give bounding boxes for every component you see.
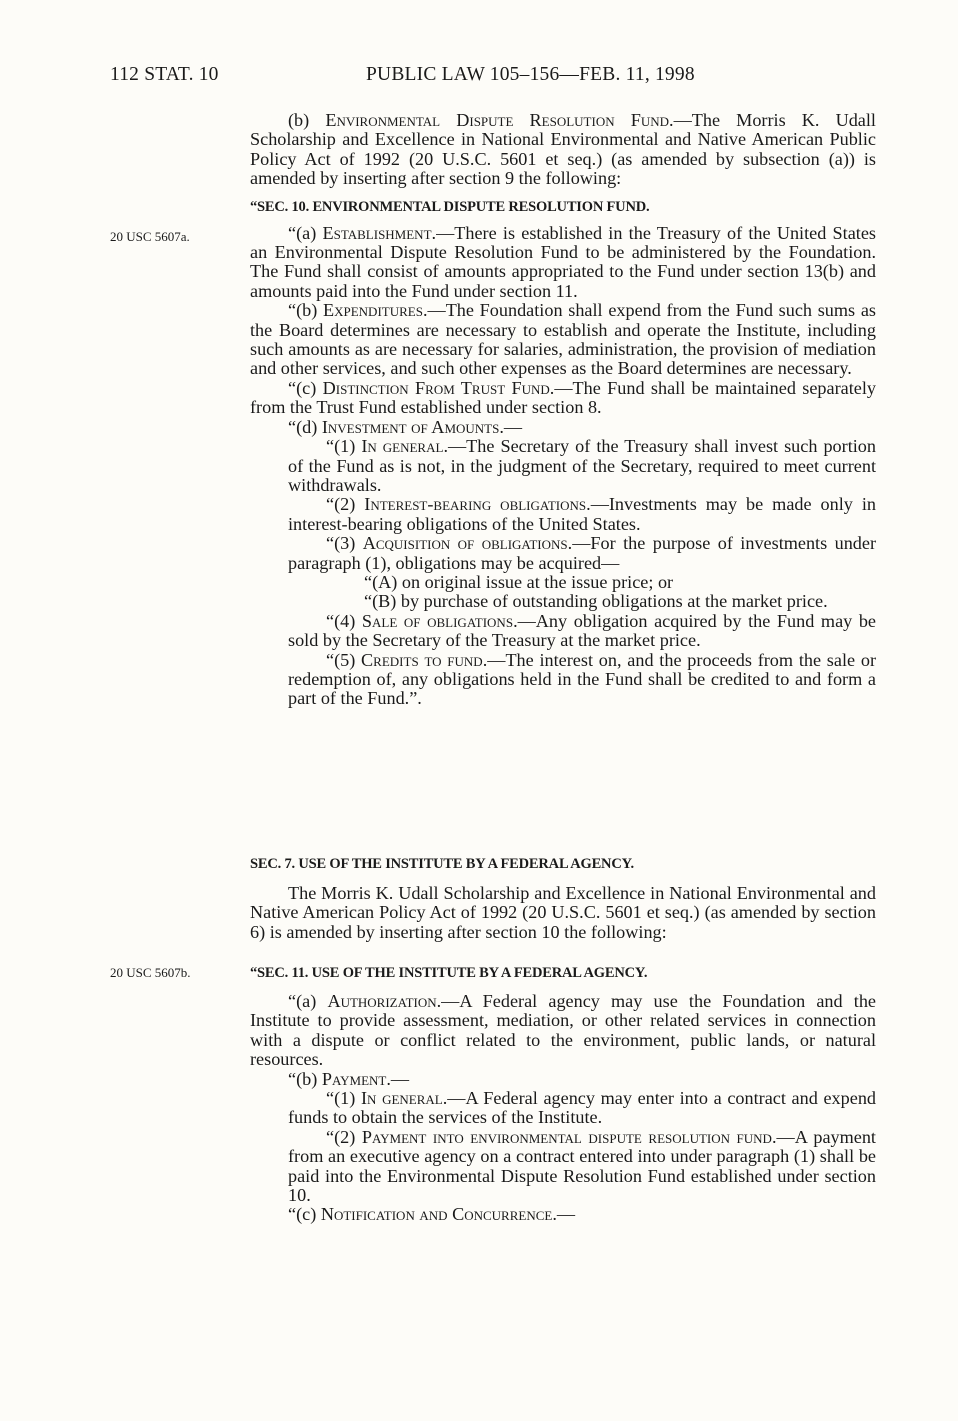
section-11-heading: “SEC. 11. USE OF THE INSTITUTE BY A FEDERAL AGENCY. (250, 965, 648, 981)
sec11-subsection-a: “(a) Authorization.—A Federal agency may use the Foundation and the Institute to provide assessment, mediation, or other related services in connection with a dispute or conflict related to the environment, public lands, or natural resources. (250, 991, 876, 1070)
sec10-subsection-d: “(d) Investment of Amounts.— (288, 416, 523, 437)
sec11-paragraph-b1: “(1) In general.—A Federal agency may enter into a contract and expend funds to obtain the services of the Institute. (288, 1088, 877, 1128)
running-title: PUBLIC LAW 105–156—FEB. 11, 1998 (366, 64, 695, 85)
sec10-paragraph-d3: “(3) Acquisition of obligations.—For the purpose of investments under paragraph (1), obligations may be acquired— (288, 533, 877, 573)
section-7-block (250, 856, 876, 942)
sec10-paragraph-d4: “(4) Sale of obligations.—Any obligation acquired by the Fund may be sold by the Secretary of the Treasury at the market price. (288, 610, 877, 651)
section-10-block (250, 111, 876, 709)
sec11-subsection-b: “(b) Payment.— (288, 1068, 410, 1089)
margin-note-5607b: 20 USC 5607b. (110, 965, 191, 980)
sec10-subsection-b: “(b) Expenditures.—The Foundation shall expend from the Fund such sums as the Board determines are necessary to establish and operate the Institute, including such amounts as are necessary for salaries, administration, the provision of mediation and other services, and such other expenses as the Board determines are necessary. (250, 300, 876, 379)
sec10-paragraph-d5: “(5) Credits to fund.—The interest on, and the proceeds from the sale or redemption of, any obligations held in the Fund shall be credited to and form a part of the Fund.”. (288, 649, 876, 709)
section-7-heading: SEC. 7. USE OF THE INSTITUTE BY A FEDERAL AGENCY. (250, 856, 634, 872)
sec10-subparagraph-d3A: “(A) on original issue at the issue price; or (364, 571, 674, 592)
section-11-block (250, 965, 876, 1225)
margin-note-5607a: 20 USC 5607a. (110, 229, 190, 244)
section-7-text: The Morris K. Udall Scholarship and Excellence in National Environmental and Native American Policy Act of 1992 (20 U.S.C. 5601 et seq.) (as amended by section 6) is amended by inserting after section 10 the following: (250, 883, 876, 942)
sec11-paragraph-b2: “(2) Payment into environmental dispute resolution fund.—A payment from an executive agency on a contract entered into under paragraph (1) shall be paid into the Environmental Dispute Resolution Fund established under section 10. (288, 1126, 876, 1206)
section-10-heading: “SEC. 10. ENVIRONMENTAL DISPUTE RESOLUTION FUND. (250, 198, 650, 215)
paragraph-b-intro: (b) Environmental Dispute Resolution Fund.—The Morris K. Udall Scholarship and Excellence in National Environmental and Native American Public Policy Act of 1992 (20 U.S.C. 5601 et seq.) (as amended by subsection (a)) is amended by inserting after section 9 the following: (250, 110, 876, 189)
page-header (110, 64, 880, 90)
sec10-paragraph-d2: “(2) Interest-bearing obligations.—Investments may be made only in interest-bearing obligations of the United States. (288, 494, 877, 534)
sec10-subsection-a: “(a) Establishment.—There is established in the Treasury of the United States an Environmental Dispute Resolution Fund to be administered by the Foundation. The Fund shall consist of amounts appropriated to the Fund under section 13(b) and amounts paid into the Fund under section 11. (250, 222, 876, 301)
sec10-paragraph-d1: “(1) In general.—The Secretary of the Treasury shall invest such portion of the Fund as is not, in the judgment of the Secretary, required to meet current withdrawals. (288, 436, 876, 495)
sec11-subsection-c: “(c) Notification and Concurrence.— (288, 1204, 576, 1225)
sec10-subparagraph-d3B: “(B) by purchase of outstanding obligations at the market price. (364, 591, 828, 612)
sec10-subsection-c: “(c) Distinction From Trust Fund.—The Fund shall be maintained separately from the Trust Fund established under section 8. (250, 377, 876, 418)
statute-page-number: 112 STAT. 10 (110, 64, 219, 85)
